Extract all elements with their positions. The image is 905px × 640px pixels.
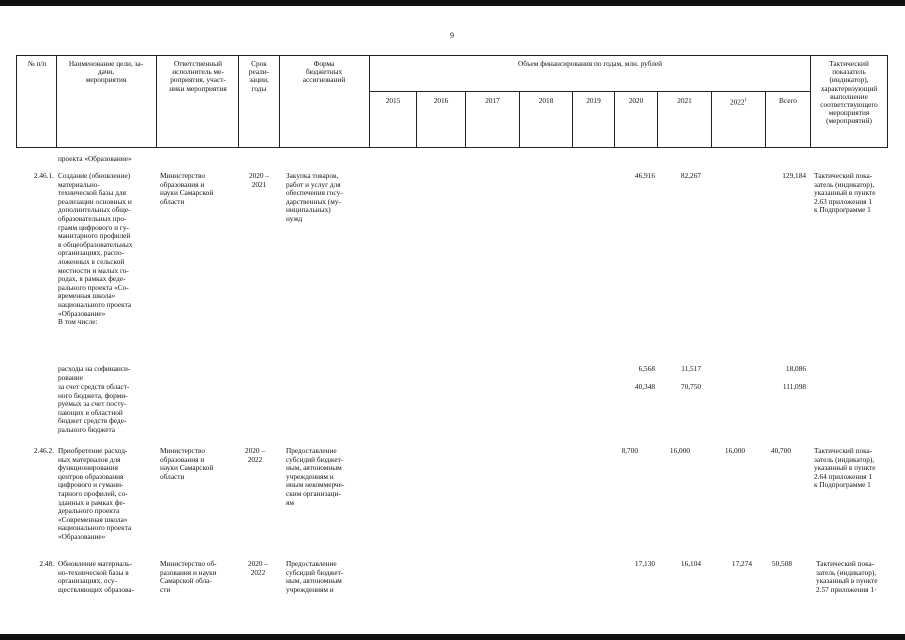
header-form: Форма бюджетных ассигнований	[302, 59, 346, 85]
row-name: Приобретение расход- ных материалов для функционирования центров образования цифрового и гумани- тарного профилей, со- зданных в рамках фе- дерального проекта «Современная школа» национального проекта «Образование»	[58, 446, 132, 541]
row-indicator: Тактический пока- затель (индикатор), указанный в пункте 2.63 приложения 1 к Подпрограмме 1	[814, 171, 876, 215]
value-2020: 17,130	[634, 559, 655, 568]
value-2021: 70,750	[680, 382, 701, 391]
header-num: № п/п	[27, 59, 47, 68]
row-name: расходы на софинанси- рование	[58, 364, 131, 382]
header-year-2015: 2015	[385, 96, 401, 105]
page-number: 9	[450, 31, 454, 40]
top-border	[0, 0, 905, 6]
row-number: 2.46.1.	[33, 171, 54, 180]
value-total: 111,098	[782, 382, 806, 391]
row-name: Создание (обновление) материально- технической базы для реализации основных и дополнительных обще- образовательных про- грамм цифрового и гу- манитарного профилей в общеобразовательных организациях, распо- ложенных в сельской местности и малых го- родах, в рамках феде- рального проекта «Со- временная школа» национального проекта «Образование» В том числе:	[58, 171, 133, 327]
header-funding: Объем финансирования по годам, млн. рублей	[517, 59, 663, 68]
value-total: 50,508	[771, 559, 792, 568]
row-name: Обновление материаль- но-технической базы в организациях, осу- ществляющих образова-	[58, 559, 135, 594]
header-executor: Ответственный исполнитель ме- роприятия, участ- ники мероприятия	[169, 59, 227, 93]
value-2020: 46,916	[634, 171, 655, 180]
header-total: Всего	[779, 96, 797, 105]
value-2022: 17,274	[731, 559, 752, 568]
years-subheader-line	[369, 91, 810, 92]
value-2021: 11,517	[681, 364, 701, 373]
value-2021: 16,000	[669, 446, 690, 455]
row-indicator: Тактический пока- затель (индикатор), указанный в пункте 2.57 приложения 1·	[816, 559, 878, 594]
header-year-2016: 2016	[433, 96, 449, 105]
bottom-border	[0, 634, 905, 640]
header-name: Наименование цели, за- дачи, мероприятия	[68, 59, 144, 85]
row-executor: Министерство об- разования и науки Самарской обла- сти	[160, 559, 217, 594]
value-2021: 16,104	[680, 559, 701, 568]
row-term: 2020 – 2021	[248, 171, 270, 189]
row-form: Закупка товаров, работ и услуг для обеспечения госу- дарственных (му- ниципальных) нужд	[286, 171, 343, 223]
row-executor: Министерство образования и науки Самарской области	[160, 446, 214, 481]
header-year-2017: 2017	[485, 96, 500, 105]
row-form: Предоставление субсидий бюджет- ным, автономным учреждениям и иным некоммерче- ским организаци- ям	[286, 446, 345, 507]
table-top-line	[16, 55, 888, 56]
header-year-2021: 2021	[677, 96, 692, 105]
row-term: 2020 – 2022	[247, 559, 269, 577]
row-term: 2020 – 2022	[244, 446, 266, 464]
header-year-2020: 2020	[628, 96, 644, 105]
value-total: 18,086	[785, 364, 806, 373]
row-name: за счет средств област- ного бюджета, форми- руемых за счет посту- пающих в областной бюджет средств феде- рального бюджета	[58, 382, 130, 434]
value-total: 40,700	[770, 446, 791, 455]
row-form: Предоставление субсидий бюджет- ным, автономным учреждениям и	[286, 559, 344, 594]
value-2020: 8,700	[621, 446, 638, 455]
row-number: 2.48.	[39, 559, 54, 568]
row-number: 2.46.2.	[33, 446, 54, 455]
header-year-2019: 2019	[586, 96, 601, 105]
header-indicator: Тактический показатель (индикатор), характеризующий выполнение соответствующего мероприятия (мероприятий)	[820, 59, 878, 126]
row-executor: Министерство образования и науки Самарской области	[160, 171, 214, 206]
header-bottom-line	[16, 147, 888, 148]
row-indicator: Тактический пока- затель (индикатор), указанный в пункте 2.64 приложения 1 к Подпрограмме 1	[814, 446, 876, 490]
header-term: Срок реали- зации, годы	[248, 59, 270, 93]
value-2022: 16,000	[724, 446, 745, 455]
header-year-2022: 2022$^1$	[729, 97, 748, 107]
carry-over-text: проекта «Образование»	[58, 154, 132, 163]
value-2020: 40,348	[634, 382, 655, 391]
budget-table	[16, 55, 888, 633]
value-2020: 6,568	[638, 364, 655, 373]
value-total: 129,184	[782, 171, 806, 180]
header-year-2018: 2018	[538, 96, 554, 105]
value-2021: 82,267	[680, 171, 701, 180]
